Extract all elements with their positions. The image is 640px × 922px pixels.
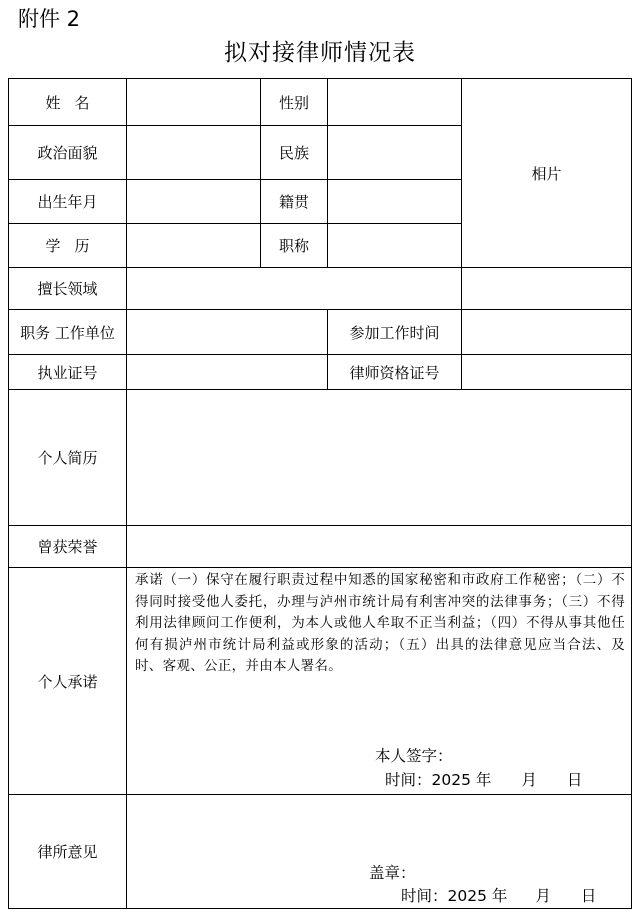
ethnicity-field[interactable] bbox=[328, 126, 462, 180]
practice-cert-label: 执业证号 bbox=[9, 355, 127, 390]
signature-label: 本人签字： bbox=[375, 747, 453, 765]
native-place-field[interactable] bbox=[328, 180, 462, 224]
birth-date-label: 出生年月 bbox=[9, 180, 127, 224]
pledge-date bbox=[385, 768, 582, 790]
firm-time-label: 时间：2025 年 bbox=[401, 887, 508, 905]
political-status-field[interactable] bbox=[127, 126, 261, 180]
honors-label: 曾获荣誉 bbox=[9, 526, 127, 568]
firm-opinion-cell[interactable] bbox=[127, 795, 632, 909]
firm-opinion-label: 律所意见 bbox=[9, 795, 127, 909]
name-field[interactable] bbox=[127, 79, 261, 126]
page-title: 拟对接律师情况表 bbox=[224, 40, 416, 66]
honors-field[interactable] bbox=[127, 526, 632, 568]
pledge-time-label: 时间：2025 年 bbox=[385, 771, 492, 789]
resume-label: 个人简历 bbox=[9, 390, 127, 526]
firm-date bbox=[401, 884, 596, 906]
seal-label: 盖章： bbox=[369, 864, 416, 882]
title-field[interactable] bbox=[328, 224, 462, 268]
gender-field[interactable] bbox=[328, 79, 462, 126]
blank-cell bbox=[462, 268, 632, 310]
expertise-field[interactable] bbox=[127, 268, 462, 310]
firm-month: 月 bbox=[535, 887, 551, 905]
work-start-time-field[interactable] bbox=[462, 310, 632, 355]
political-status-label: 政治面貌 bbox=[9, 126, 127, 180]
position-unit-field[interactable] bbox=[127, 310, 328, 355]
birth-date-field[interactable] bbox=[127, 180, 261, 224]
qualification-cert-field[interactable] bbox=[462, 355, 632, 390]
education-field[interactable] bbox=[127, 224, 261, 268]
practice-cert-field[interactable] bbox=[127, 355, 328, 390]
pledge-label: 个人承诺 bbox=[9, 568, 127, 795]
name-label: 姓名 bbox=[9, 79, 127, 126]
position-unit-label: 职务 工作单位 bbox=[9, 310, 127, 355]
pledge-day: 日 bbox=[566, 771, 583, 789]
education-label: 学历 bbox=[9, 224, 127, 268]
title-label: 职称 bbox=[261, 224, 328, 268]
pledge-cell bbox=[127, 568, 632, 795]
pledge-text: 承诺（一）保守在履行职责过程中知悉的国家秘密和市政府工作秘密；（二）不得同时接受他人委托，办理与泸州市统计局有利害冲突的法律事务；（三）不得利用法律顾问工作便利，为本人或他人牟取不正当利益；（四）不得从事其他任何有损泸州市统计局利益或形象的活动；（五）出具的法律意见应当合法、及时、客观、公正，并由本人署名。 bbox=[135, 572, 625, 674]
firm-day: 日 bbox=[580, 887, 597, 905]
gender-label: 性别 bbox=[261, 79, 328, 126]
work-start-time-label: 参加工作时间 bbox=[328, 310, 462, 355]
native-place-label: 籍贯 bbox=[261, 180, 328, 224]
photo-box[interactable]: 相片 bbox=[462, 79, 632, 268]
qualification-cert-label: 律师资格证号 bbox=[328, 355, 462, 390]
resume-field[interactable] bbox=[127, 390, 632, 526]
attachment-label: 附件 2 bbox=[18, 7, 81, 31]
lawyer-info-form bbox=[8, 78, 632, 909]
pledge-month: 月 bbox=[521, 771, 537, 789]
ethnicity-label: 民族 bbox=[261, 126, 328, 180]
expertise-label: 擅长领域 bbox=[9, 268, 127, 310]
